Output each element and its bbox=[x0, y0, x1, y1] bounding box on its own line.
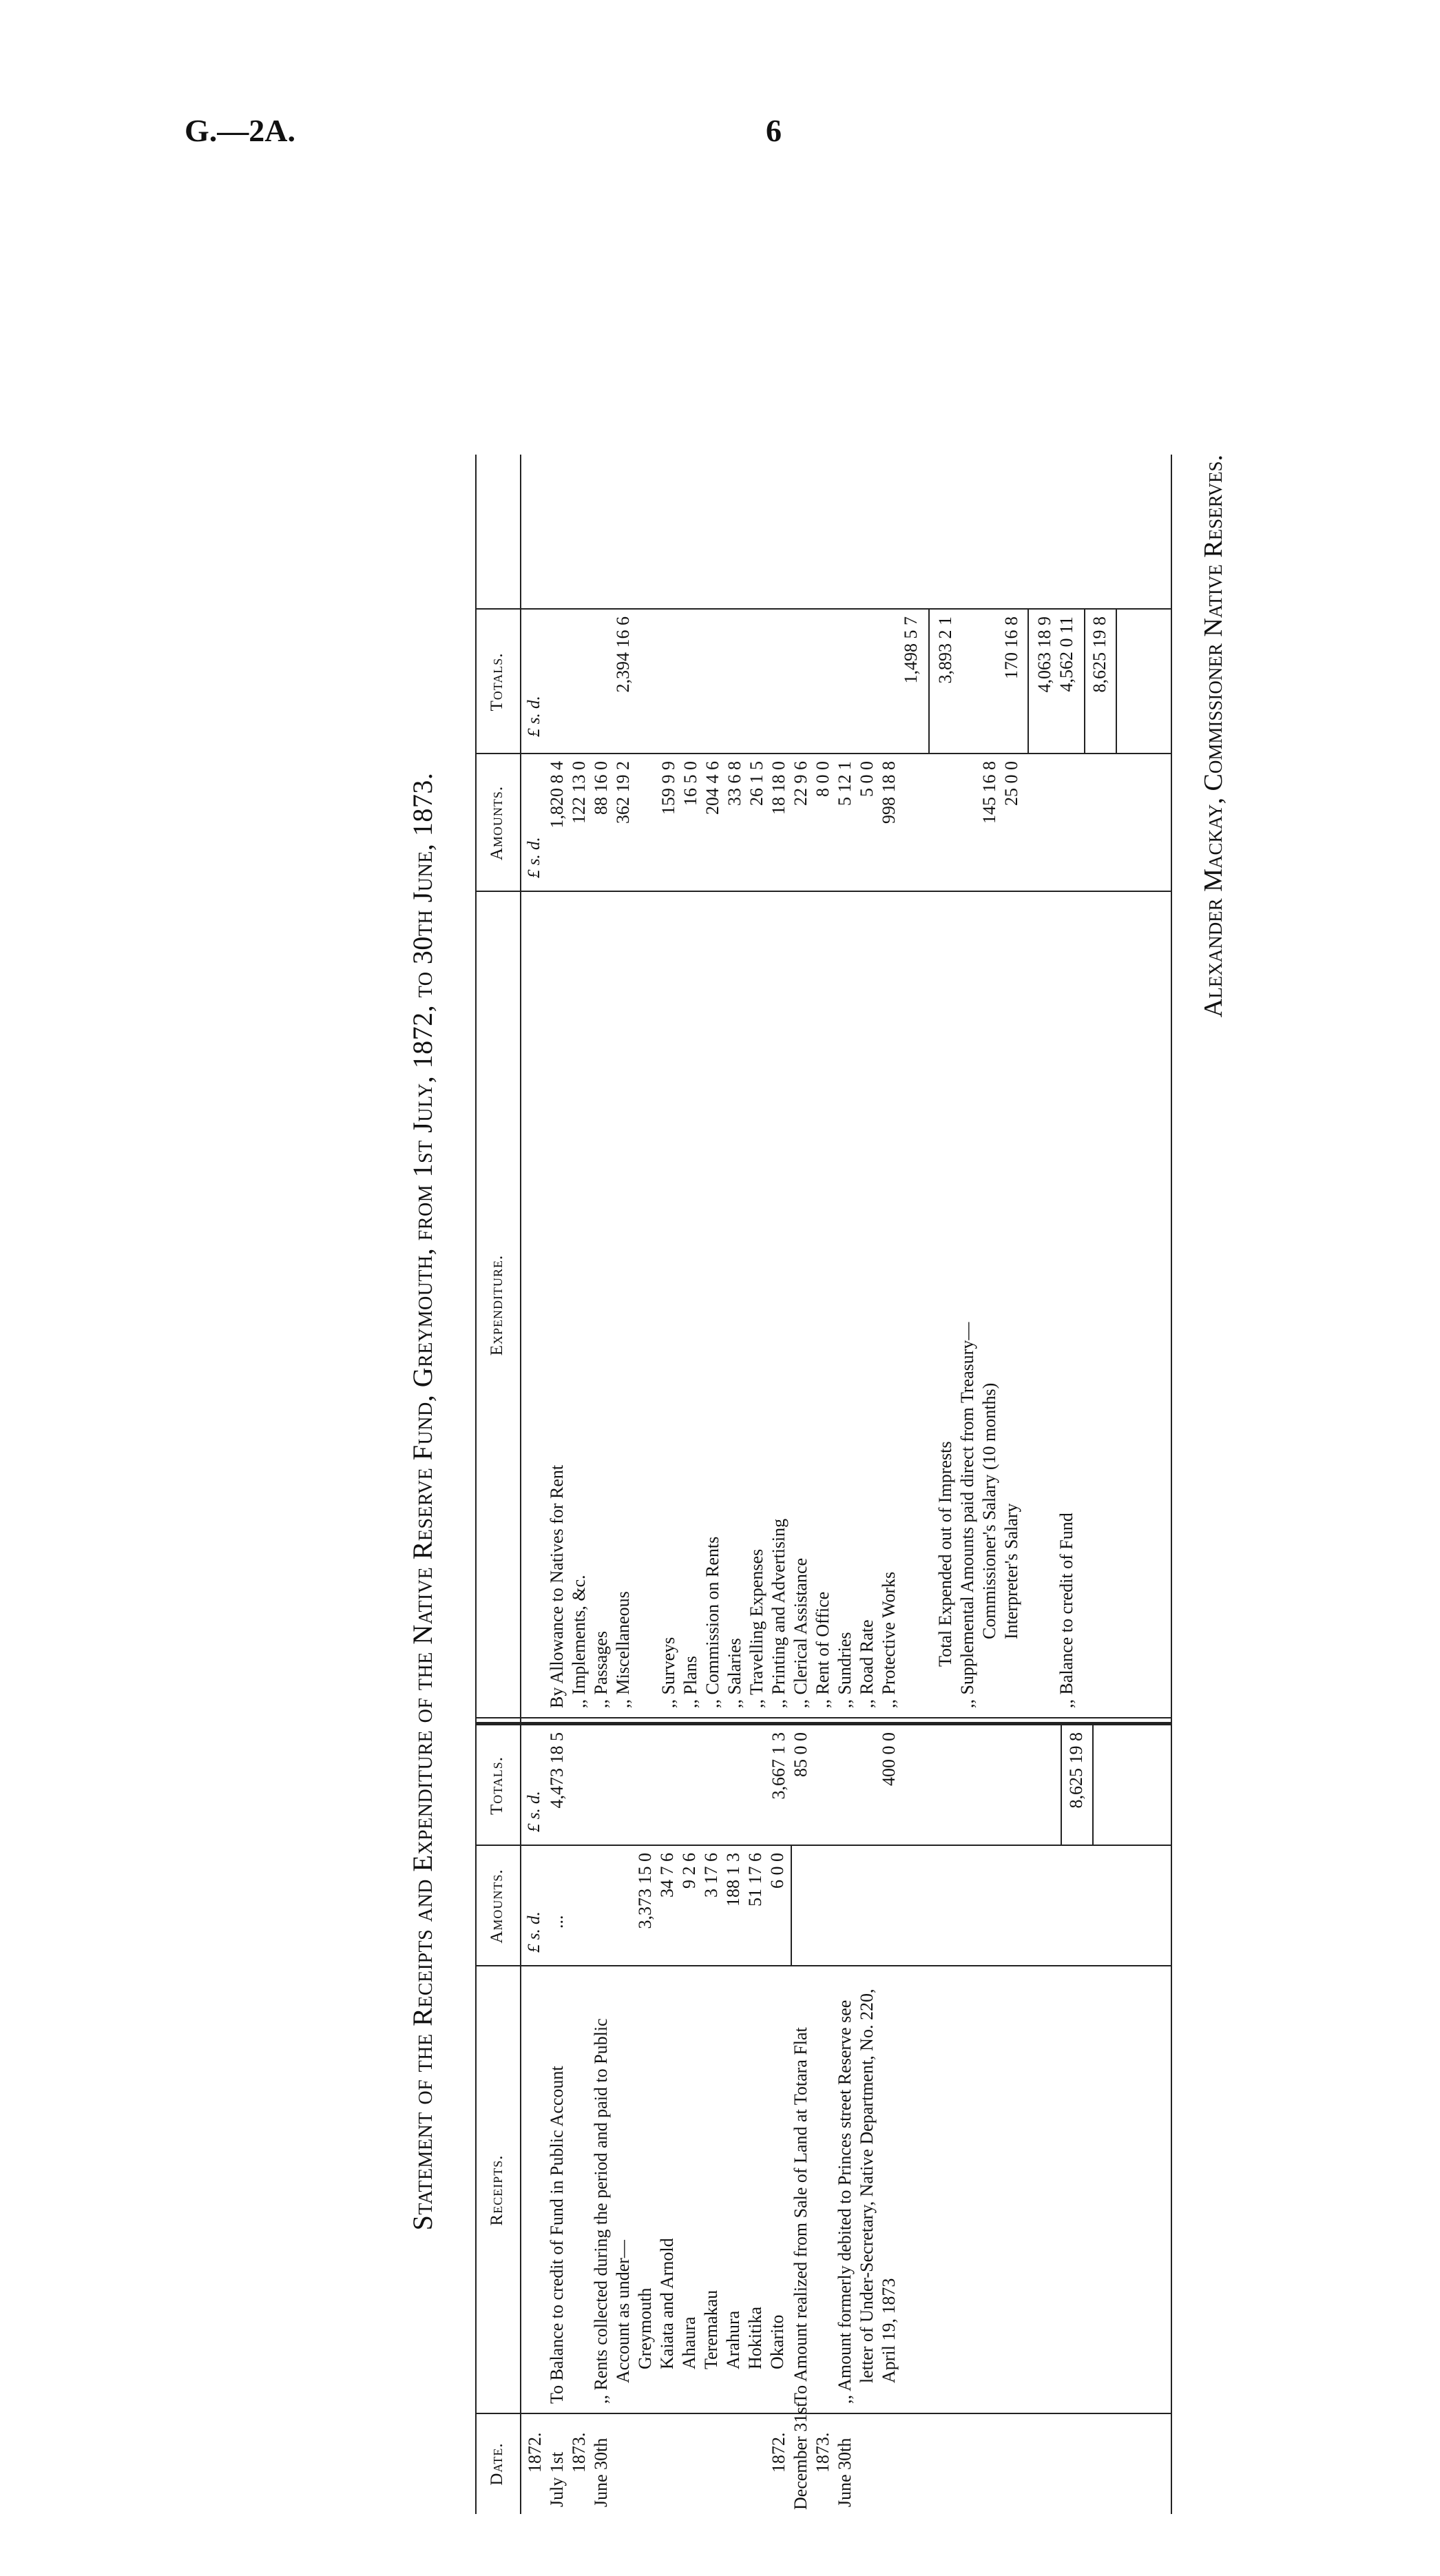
units-label: £ s. d. bbox=[525, 696, 543, 737]
sum-rule bbox=[1027, 610, 1029, 754]
rent-row-amount: 9 2 6 bbox=[679, 1853, 699, 1889]
expenditure-row-amount: 362 19 2 bbox=[613, 761, 633, 824]
receipt-balance-amount: ... bbox=[547, 1915, 567, 1929]
expenditure-row-label: ,, Commission on Rents bbox=[702, 1536, 722, 1708]
rent-row-label: Hokitika bbox=[745, 2307, 765, 2369]
rent-row-label: Teremakau bbox=[701, 2289, 721, 2369]
expenditure-row-label: ,, Clerical Assistance bbox=[791, 1557, 811, 1708]
receipt-debited-label-1: ,, Amount formerly debited to Princes street Reserve see bbox=[835, 1999, 855, 2404]
expenditure-row-amount: 16 5 0 bbox=[680, 761, 700, 806]
page-number: 6 bbox=[766, 113, 782, 148]
year-label: 1872. bbox=[525, 2432, 545, 2473]
expenditure-row-label: ,, Rent of Office bbox=[813, 1591, 833, 1708]
date-june-2: June 30th bbox=[835, 2438, 855, 2507]
date-july: July 1st bbox=[547, 2451, 567, 2507]
rent-row-amount: 3 17 6 bbox=[701, 1853, 721, 1898]
units-label: £ s. d. bbox=[525, 837, 543, 878]
rent-row-amount: 6 0 0 bbox=[767, 1853, 787, 1889]
document-code: G.—2A. bbox=[185, 113, 295, 148]
col-rule bbox=[475, 2413, 1171, 2414]
expenditure-row-label: ,, Printing and Advertising bbox=[769, 1518, 789, 1708]
rent-row-label: Arahura bbox=[723, 2310, 743, 2369]
expenditure-row-amount: 33 6 8 bbox=[724, 761, 744, 806]
col-head-amounts: Amounts. bbox=[488, 1869, 506, 1944]
grand-total-rule bbox=[1116, 610, 1117, 754]
center-double-rule bbox=[475, 1717, 1171, 1718]
rent-row-amount: 188 1 3 bbox=[723, 1853, 743, 1907]
year-label: 1873. bbox=[813, 2432, 833, 2473]
expenditure-row-amount: 8 0 0 bbox=[813, 761, 833, 797]
rent-row-amount: 34 7 6 bbox=[657, 1853, 677, 1898]
sum-total: 4,063 18 9 bbox=[1034, 616, 1054, 693]
expenditure-row-amount: 22 9 6 bbox=[791, 761, 811, 806]
expenditure-row-amount: 159 9 9 bbox=[658, 761, 678, 815]
expenditure-row-label: By Allowance to Natives for Rent bbox=[547, 1464, 567, 1708]
signature: Alexander Mackay, Commissioner Native Reserves. bbox=[1199, 455, 1228, 1018]
subtotal-rule bbox=[791, 1846, 792, 1966]
rotated-statement bbox=[399, 441, 1440, 2576]
col-rule bbox=[475, 608, 1171, 610]
receipt-debited-label-3: April 19, 1873 bbox=[879, 2278, 899, 2383]
units-label: £ s. d. bbox=[525, 1911, 543, 1953]
table-top-rule bbox=[475, 455, 477, 2514]
expenditure-row-label: ,, Passages bbox=[591, 1631, 611, 1708]
header-rule bbox=[520, 455, 521, 2514]
expenditure-row-amount: 88 16 0 bbox=[591, 761, 611, 815]
receipt-rents-label: ,, Rents collected during the period and paid to Public bbox=[591, 2018, 611, 2404]
imprests-total: 3,893 2 1 bbox=[935, 616, 955, 684]
expenditure-row-amount: 18 18 0 bbox=[769, 761, 789, 815]
col-head-receipts: Receipts. bbox=[488, 2154, 506, 2226]
col-rule bbox=[475, 1965, 1171, 1966]
expenditure-grand-total: 8,625 19 8 bbox=[1089, 616, 1109, 693]
subtotal-rule bbox=[928, 610, 930, 754]
balance-total: 4,562 0 11 bbox=[1056, 616, 1076, 692]
grand-total-rule bbox=[1084, 610, 1085, 754]
expenditure-row-label: ,, Implements, &c. bbox=[569, 1575, 589, 1708]
expenditure-row-label: ,, Plans bbox=[680, 1656, 700, 1708]
col-head-totals-right: Totals. bbox=[488, 652, 506, 711]
imprests-label: Total Expended out of Imprests bbox=[935, 1441, 955, 1667]
grand-total-rule bbox=[1061, 1725, 1062, 1846]
year-label: 1873. bbox=[569, 2432, 589, 2473]
receipt-debited-total: 400 0 0 bbox=[879, 1732, 899, 1786]
units-label: £ s. d. bbox=[525, 1791, 543, 1832]
col-head-totals: Totals. bbox=[488, 1756, 506, 1816]
grand-total-rule bbox=[1092, 1725, 1094, 1846]
receipt-sale-label: To Amount realized from Sale of Land at Totara Flat bbox=[791, 2027, 811, 2404]
expenditure-row-amount: 5 0 0 bbox=[857, 761, 877, 797]
receipt-sale-total: 85 0 0 bbox=[791, 1732, 811, 1777]
receipt-balance-label bbox=[545, 2066, 569, 2404]
receipt-rents-label-2: Account as under— bbox=[613, 2240, 633, 2383]
expenditure-row-label: ,, Surveys bbox=[658, 1637, 678, 1708]
supplemental-row-amount: 25 0 0 bbox=[1001, 761, 1021, 806]
supplemental-row-label: Commissioner's Salary (10 months) bbox=[979, 1382, 999, 1639]
expenditure-row-label: ,, Salaries bbox=[724, 1638, 744, 1708]
rent-row-label: Kaiata and Arnold bbox=[657, 2238, 677, 2369]
supplemental-total: 170 16 8 bbox=[1001, 616, 1021, 679]
expenditure-row-label: ,, Protective Works bbox=[879, 1571, 899, 1708]
date-december: December 31st bbox=[791, 2402, 811, 2510]
receipt-grand-total: 8,625 19 8 bbox=[1066, 1732, 1086, 1809]
rent-row-label: Ahaura bbox=[679, 2316, 699, 2369]
expenditure-row-amount: 26 1 5 bbox=[747, 761, 766, 806]
col-head-date: Date. bbox=[488, 2442, 506, 2486]
supplemental-row-label: Interpreter's Salary bbox=[1001, 1503, 1021, 1639]
expenditure-row-amount: 5 12 1 bbox=[835, 761, 855, 806]
receipt-debited-label-2: letter of Under-Secretary, Native Department, No. 220, bbox=[857, 1988, 877, 2383]
expenditure-row-label: ,, Travelling Expenses bbox=[747, 1548, 766, 1708]
expenditure-row-amount: 122 13 0 bbox=[569, 761, 589, 824]
expenditure-row-label: ,, Miscellaneous bbox=[613, 1591, 633, 1708]
expenditure-row-amount: 1,820 8 4 bbox=[547, 761, 567, 829]
date-june: June 30th bbox=[591, 2438, 611, 2507]
rent-row-label: Okarito bbox=[767, 2314, 787, 2369]
supplemental-label: ,, Supplemental Amounts paid direct from Treasury— bbox=[957, 1322, 977, 1708]
balance-label: ,, Balance to credit of Fund bbox=[1056, 1513, 1076, 1708]
col-head-expenditure: Expenditure. bbox=[488, 1254, 506, 1356]
expenditure-row-label: ,, Sundries bbox=[835, 1632, 855, 1708]
table-bottom-rule bbox=[1171, 455, 1172, 2514]
supplemental-row-amount: 145 16 8 bbox=[979, 761, 999, 824]
expenditure-row-amount: 998 18 8 bbox=[879, 761, 899, 824]
receipt-balance-text: To Balance to credit of Fund in Public Account bbox=[547, 2066, 567, 2404]
year-label: 1872. bbox=[769, 2432, 789, 2473]
center-double-rule bbox=[475, 1722, 1171, 1725]
expenditure-row-label: ,, Road Rate bbox=[857, 1619, 877, 1708]
rent-row-amount: 3,373 15 0 bbox=[635, 1853, 655, 1929]
receipt-balance-total: 4,473 18 5 bbox=[547, 1732, 567, 1809]
col-head-amounts-right: Amounts. bbox=[488, 785, 506, 861]
expenditure-total-a: 2,394 16 6 bbox=[613, 616, 633, 693]
statement-title: Statement of the Receipts and Expenditure of the Native Reserve Fund, Greymouth, from 1st July, 1872, to 30th June, 1873. bbox=[407, 772, 438, 2231]
expenditure-total-b: 1,498 5 7 bbox=[901, 616, 921, 684]
rent-row-amount: 51 17 6 bbox=[745, 1853, 765, 1907]
rent-row-label: Greymouth bbox=[635, 2287, 655, 2369]
expenditure-row-amount: 204 4 6 bbox=[702, 761, 722, 815]
receipt-rents-total: 3,667 1 3 bbox=[769, 1732, 789, 1800]
